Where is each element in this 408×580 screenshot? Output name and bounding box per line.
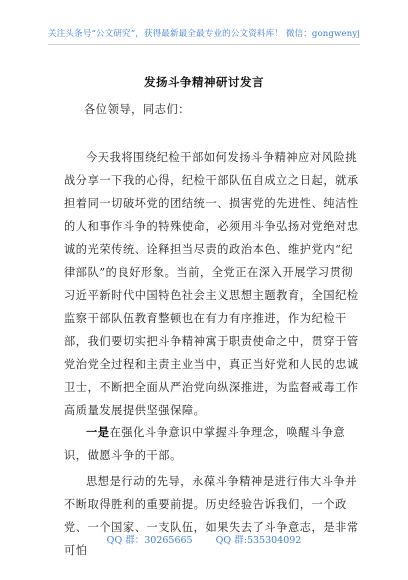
paragraph-2-lead: 一是: [86, 426, 110, 439]
footer-qq-group-2: QQ 群:535304092: [215, 535, 302, 546]
paragraph-3: 思想是行动的先导，永葆斗争精神是进行伟大斗争并不断取得胜利的重要前提。历史经验告诉我们，一个政党、一个国家、一支队伍，如果失去了斗争意志，是非常可怕: [64, 475, 359, 557]
salutation: 各位领导，同志们：: [84, 103, 191, 116]
paragraph-1: 今天我将围绕纪检干部如何发扬斗争精神应对风险挑战分享一下我的心得，纪检干部队伍自成立之日起，就承担着同一切破坏党的团结统一、损害党的先进性、纯洁性的人和事作斗争的特殊使命，必须用斗争弘扬对党绝对忠诚的光荣传统、诠释担当尽责的政治本色、维护党内“纪律部队”的良好形象。当前，全党正在深入开展学习贯彻习近平新时代中国特色社会主义思想主题教育，全国纪检监察干部队伍教育整顿也在有力有序推进，作为纪检干部，我们要切实把斗争精神寓于职责使命之中，贯穿于管党治党全过程和主责主业当中，真正当好党和人民的忠诚卫士，不断把全面从严治党向纵深推进，为监督戒毒工作高质量发展提供坚强保障。: [64, 151, 359, 417]
document-title: 发扬斗争精神研讨发言: [144, 75, 264, 89]
paragraph-2: [64, 421, 364, 467]
footer: [0, 532, 408, 546]
paragraph-2-text: 在强化斗争意识中掌握斗争理念，唤醒斗争意识，做愿斗争的干部。: [64, 426, 346, 462]
header-divider: [48, 44, 360, 45]
header-promo-text: 关注头条号“公文研究”，获得最新最全最专业的公文资料库！ 微信：gongwenyj: [47, 29, 361, 39]
footer-qq-group-1: QQ 群：30265665: [106, 535, 193, 546]
